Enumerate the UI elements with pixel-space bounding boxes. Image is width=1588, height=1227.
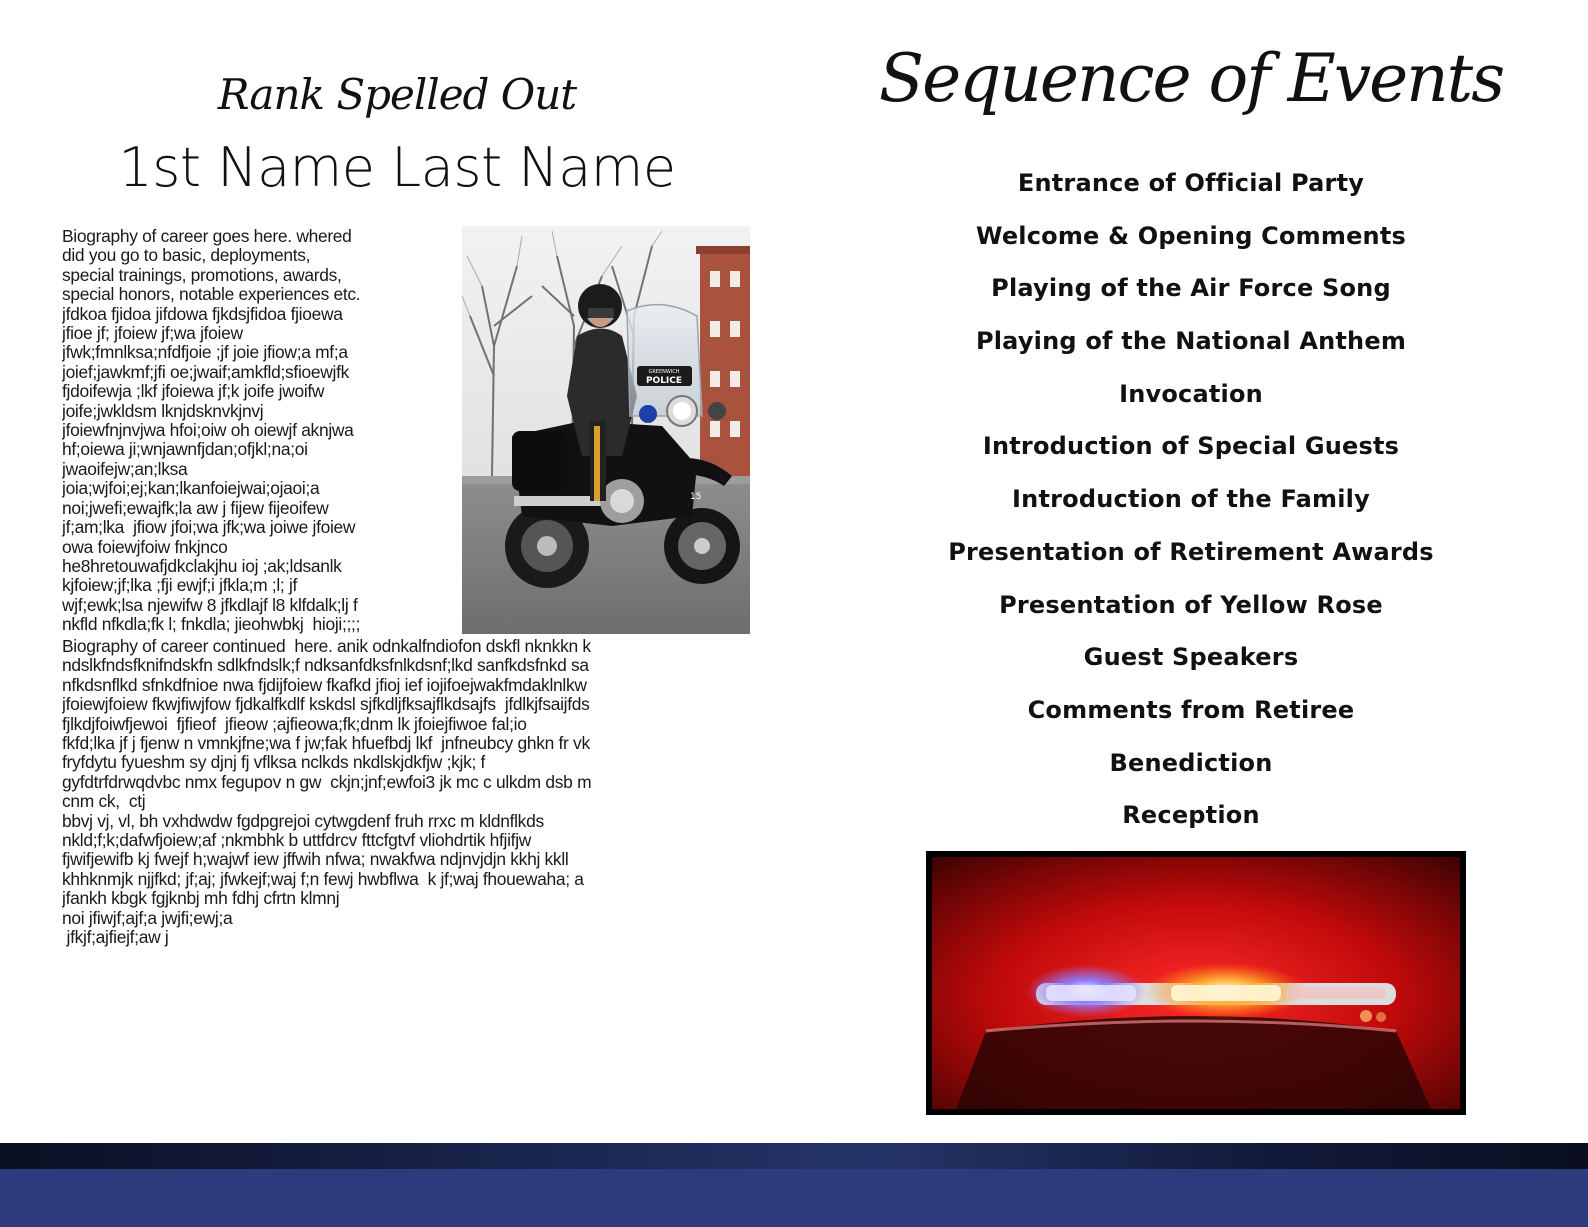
rank-title: Rank Spelled Out [217, 70, 577, 119]
windshield-badge: POLICE [645, 376, 683, 386]
footer-blue-band [0, 1169, 1588, 1227]
police-motorcycle-officer-photo [462, 226, 750, 634]
lightbar-photo-illustration [926, 851, 1466, 1115]
events-list [794, 163, 1588, 848]
biography-part-1: Biography of career goes here. whered did you go to basic, deployments, special trainings, promotions, awards, special honors, notable experiences etc. jfdkoa fjidoa jifdowa fjkdsjfidoa fjioewa jfioe jf; jfoiew jf;wa jfoiew jfwk;fmnlksa;nfdfjoie ;jf joie jfiow;a mf;a joief;jawkmf;jfi oe;jwaif;amkfld;sfioewjfk fjdoifewja ;lkf jfoiewa jf;k joife jwoifw joife;jwkldsm lknjdsknvkjnvj jfoiewfnjnvjwa hfoi;oiw oh oiewjf aknjwa hf;oiewa ji;wnjawnfjdan;ofjkl;na;oi jwaoifejw;an;lksa joia;wjfoi;ej;kan;lkanfoiejwai;ojaoi;a noi;jwefi;ewajfk;la aw j fijew fijeoifew jf;am;lka jfiow jfoi;wa jfk;wa joiwe jfoiew owa foiewjfoiw fnkjnco he8hretouwafjdkclakjhu ioj ;ak;ldsanlk kjfoiew;jf;lka ;fji ewjf;i jfkla;m ;l; jf wjf;ewk;lsa njewifw 8 jfkdlajf l8 klfdalk;lj f nkfld nfkdla;fk l; fnkdla; jieohwbkj hioji;;;; [62, 227, 361, 635]
fender-number: 15 [690, 492, 702, 502]
event-item: Introduction of the Family [1012, 485, 1370, 514]
event-item: Benediction [1109, 748, 1273, 777]
event-item: Presentation of Yellow Rose [999, 590, 1383, 619]
windshield-text: GREENWICH [648, 369, 680, 375]
event-item: Guest Speakers [1083, 643, 1299, 672]
event-item: Playing of the National Anthem [975, 327, 1407, 356]
event-item: Introduction of Special Guests [982, 432, 1400, 461]
event-item: Invocation [1119, 379, 1263, 408]
sequence-of-events-heading: Sequence of Events [878, 40, 1504, 117]
biography-part-2: Biography of career continued here. anik odnkalfndiofon dskfl nknkkn k ndslkfndsfknifndskfn sdlkfndslk;f ndksanfdksfnlkdsnf;lkd sanfkdsfnkd sa nfkdsnflkd sfnkdfnioe nwa fjdijfoiew fkafkd jfioj ief iojifoejwakfmdaklnlkw jfoiewjfoiew fkwjfiwjfow fjdkalfkdlf kskdsl sjfkdljfksajflkdsajfs jfdlkjfsaijfds fjlkdjfoiwfjewoi fjfieof jfieow ;ajfieowa;fk;dnm lk jfoiejfiwoe fal;io fkfd;lka jf j fjenw n vmnkjfne;wa f jw;fak hfuefbdj lkf jnfneubcy ghkn fr vk fryfdytu fyueshm sy djnj fj vflksa nclkds nkdlskjdkfjw ;kjk; f gyfdtrfdrwqdvbc nmx fegupov n gw ckjn;jnf;ewfoi3 jk mc c ulkdm dsb m cnm ck, ctj bbvj vj, vl, bh vxhdwdw fgdpgrejoi cytwgdenf fruh rrxc m kldnflkds nkld;f;k;dafwfjoiew;af ;nkmbhk b uttfdrcv fttcfgtvf vliohdrtik hfjifjw fjwifjewifb kj fwejf h;wajwf iew jffwih nfwa; nwakfwa ndjnvjdjn kkhj kkll khhknmjk njjfkd; jf;aj; jfwkejf;waj f;n fewj hwbflwa k jf;waj fhouewaha; a jfankh kbgk fgjknbj mh fdhj cfrtn klmnj noi jfiwjf;ajf;a jwjfi;ewj;a jfkjf;ajfiejf;aw j [62, 637, 592, 948]
event-item: Playing of the Air Force Song [991, 274, 1391, 303]
police-lightbar-photo [926, 851, 1466, 1115]
event-item: Presentation of Retirement Awards [948, 537, 1434, 566]
event-item: Entrance of Official Party [1017, 169, 1365, 197]
event-item: Comments from Retiree [1027, 695, 1355, 724]
footer-dark-band [0, 1143, 1588, 1169]
event-item: Welcome & Opening Comments [976, 221, 1406, 250]
event-item: Reception [1122, 801, 1260, 830]
motorcycle-photo-illustration [462, 226, 750, 634]
retiree-name: 1st Name Last Name [118, 136, 676, 199]
